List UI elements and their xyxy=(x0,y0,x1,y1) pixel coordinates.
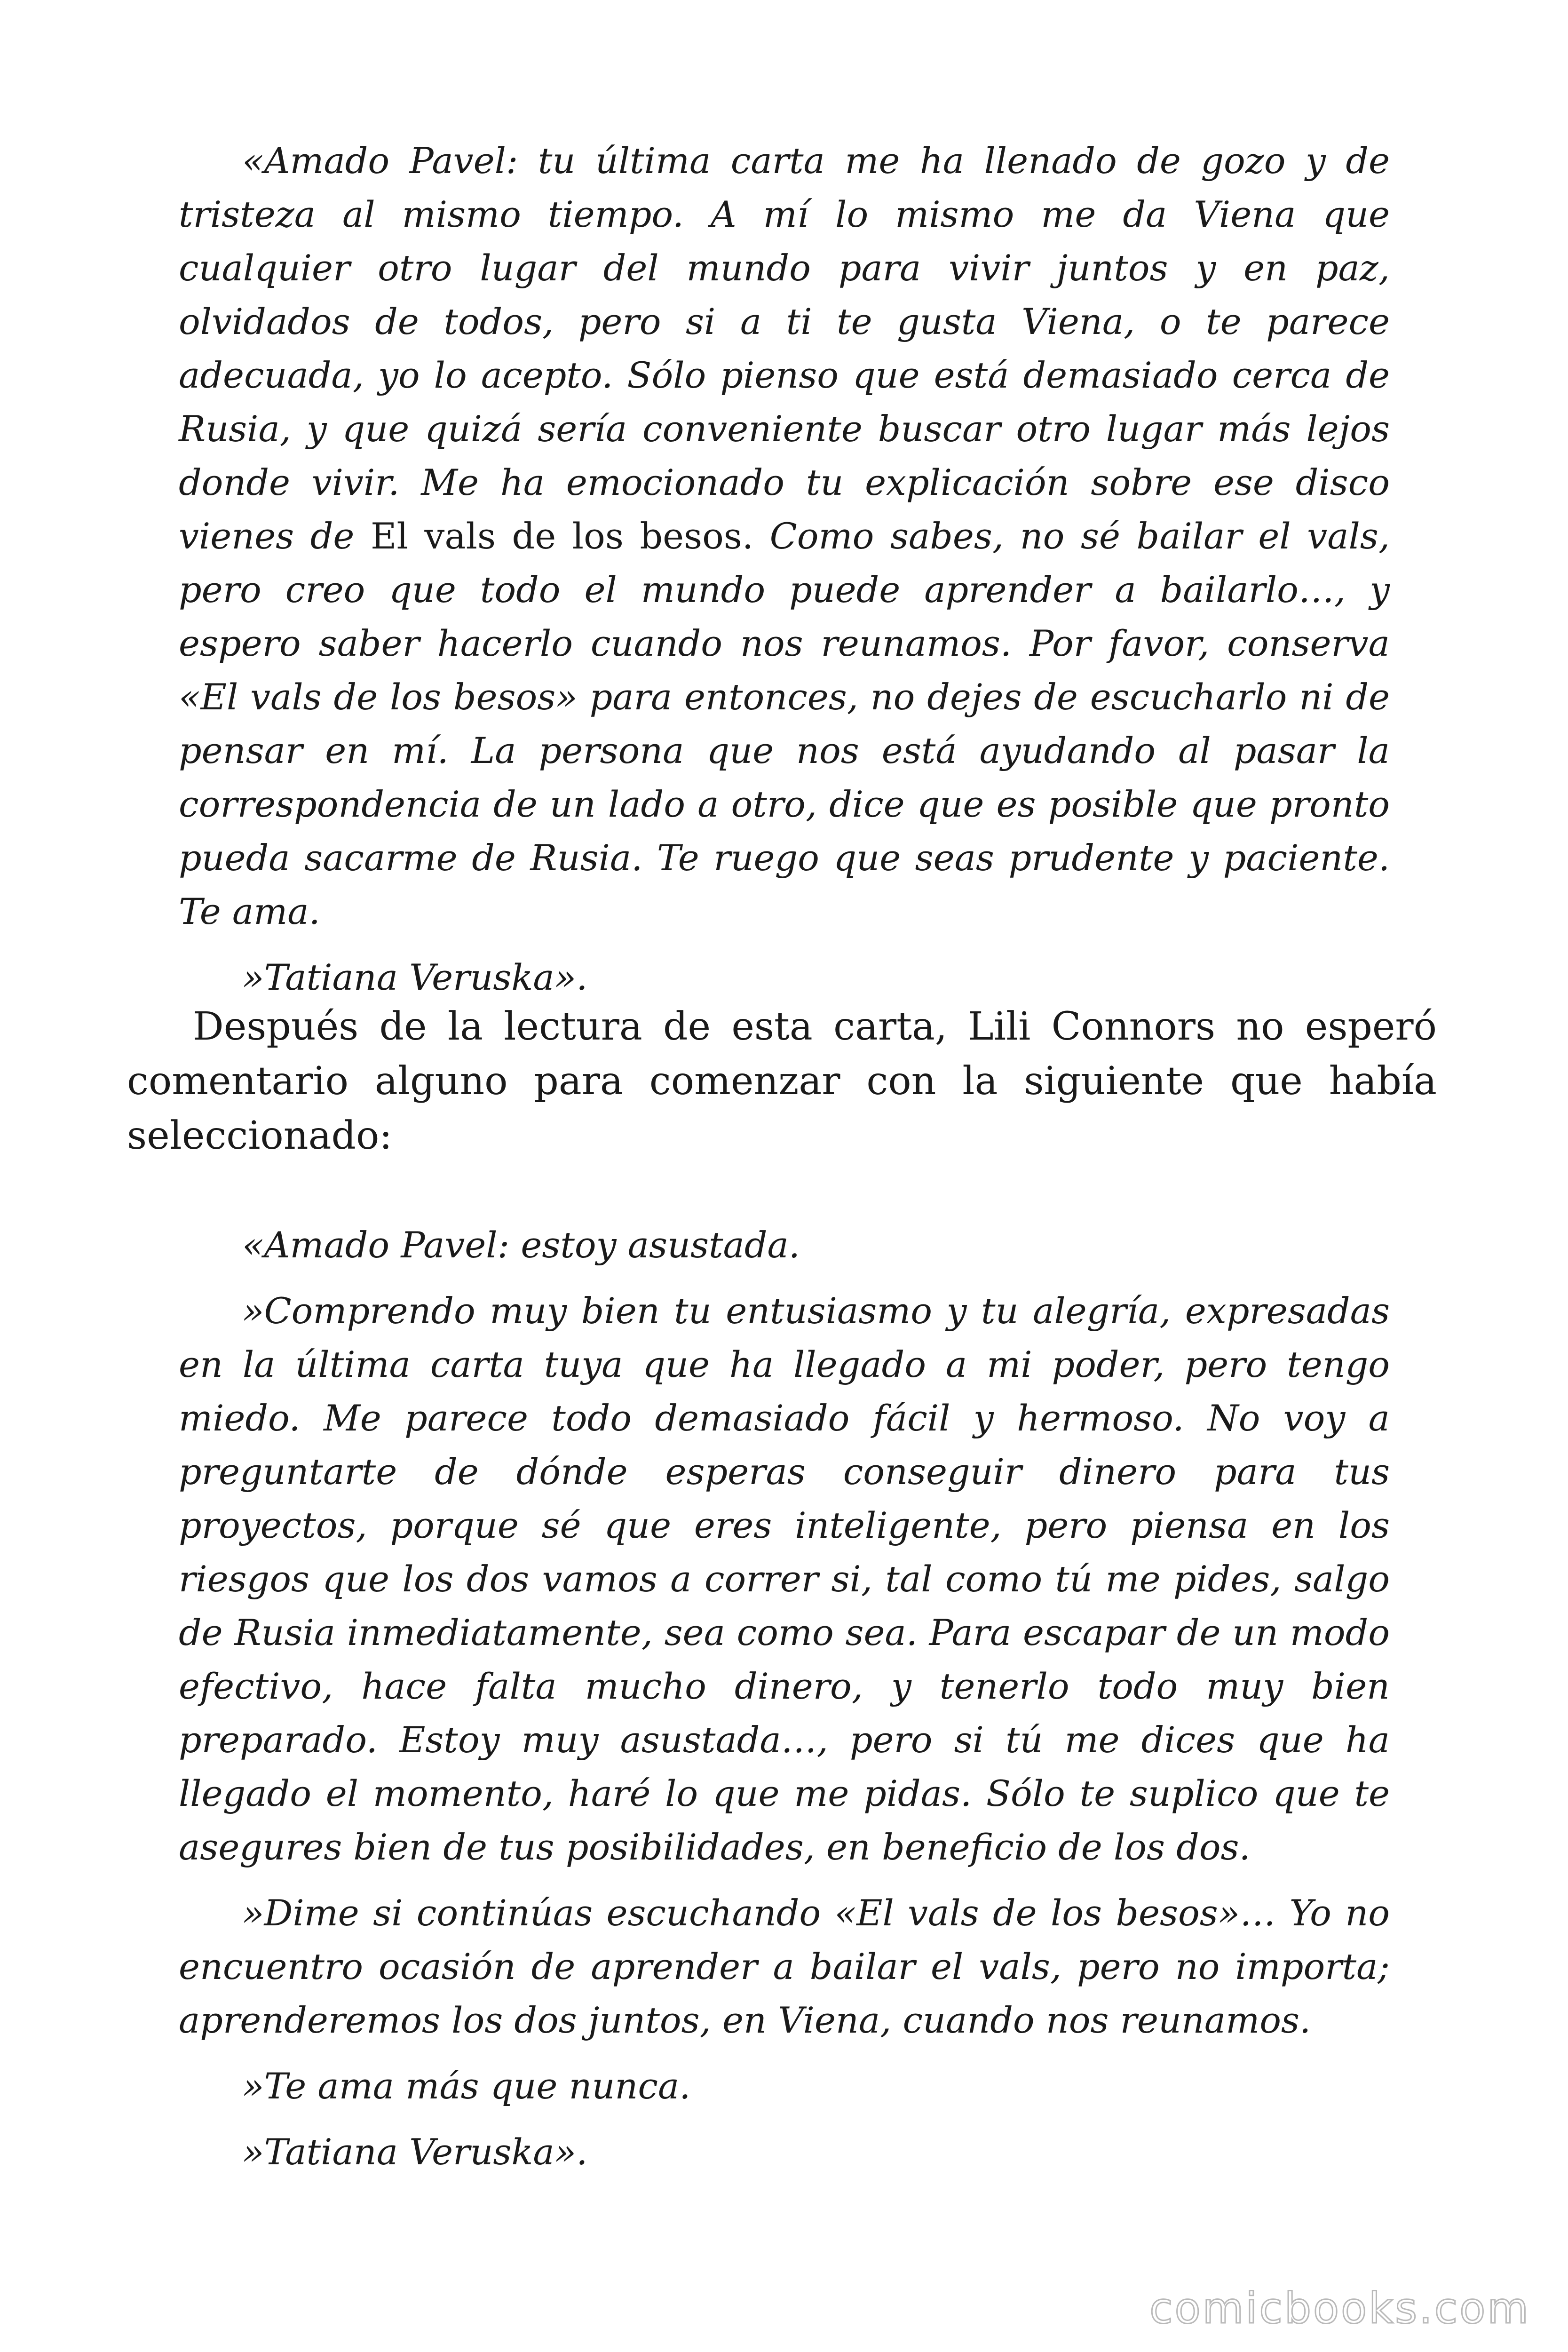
song-title: El vals de los besos. xyxy=(371,515,754,557)
letter-two-paragraph: »Dime si continúas escuchando «El vals de los besos»… Yo no encuentro ocasión de aprender a bailar el vals, pero no importa; aprenderemos los dos juntos, en Viena, cuando nos reunamos. xyxy=(179,1892,1390,2041)
site-watermark: comicbooks.com xyxy=(1149,2284,1530,2333)
letter-one-text-end: Como sabes, no sé bailar el vals, pero creo que todo el mundo puede aprender a bailarlo…, y espero saber hacerlo cuando nos reunamos. Por favor, conserva «El vals de los besos» para entonces, no dejes de escucharlo ni de pensar en mí. La persona que nos está ayudando al pasar la correspondencia de un lado a otro, dice que es posible que pronto pueda sacarme de Rusia. Te ruego que seas prudente y paciente. Te ama. xyxy=(179,515,1390,932)
letter-two-closing: »Te ama más que nunca. xyxy=(242,2065,691,2107)
letter-two-signature: »Tatiana Veruska». xyxy=(242,2131,588,2173)
letter-one-body xyxy=(179,134,1390,938)
narration-paragraph: Después de la lectura de esta carta, Lili Connors no esperó comentario alguno para comenzar con la siguiente que había seleccionado: xyxy=(127,1004,1437,1158)
letter-one-signature: »Tatiana Veruska». xyxy=(242,956,588,998)
letter-two-greeting: «Amado Pavel: estoy asustada. xyxy=(242,1224,800,1266)
letter-two xyxy=(179,1218,1390,2179)
narration xyxy=(127,1000,1437,1163)
letter-one-text: «Amado Pavel: tu última carta me ha llenado de gozo y de tristeza al mismo tiempo. A mí lo mismo me da Viena que cualquier otro lugar del mundo para vivir juntos y en paz, olvidados de todos, pero si a ti te gusta Viena, o te parece adecuada, yo lo acepto. Sólo pienso que está demasiado cerca de Rusia, y que quizá sería conveniente buscar otro lugar más lejos donde vivir. Me ha emocionado tu explicación sobre ese disco vienes de xyxy=(179,140,1390,557)
letter-two-paragraph: »Comprendo muy bien tu entusiasmo y tu alegría, expresadas en la última carta tuya que ha llegado a mi poder, pero tengo miedo. Me parece todo demasiado fácil y hermoso. No voy a preguntarte de dónde esperas conseguir dinero para tus proyectos, porque sé que eres inteligente, pero piensa en los riesgos que los dos vamos a correr si, tal como tú me pides, salgo de Rusia inmediatamente, sea como sea. Para escapar de un modo efectivo, hace falta mucho dinero, y tenerlo todo muy bien preparado. Estoy muy asustada…, pero si tú me dices que ha llegado el momento, haré lo que me pidas. Sólo te suplico que te asegures bien de tus posibilidades, en beneficio de los dos. xyxy=(179,1290,1390,1868)
letter-one xyxy=(179,134,1390,1004)
